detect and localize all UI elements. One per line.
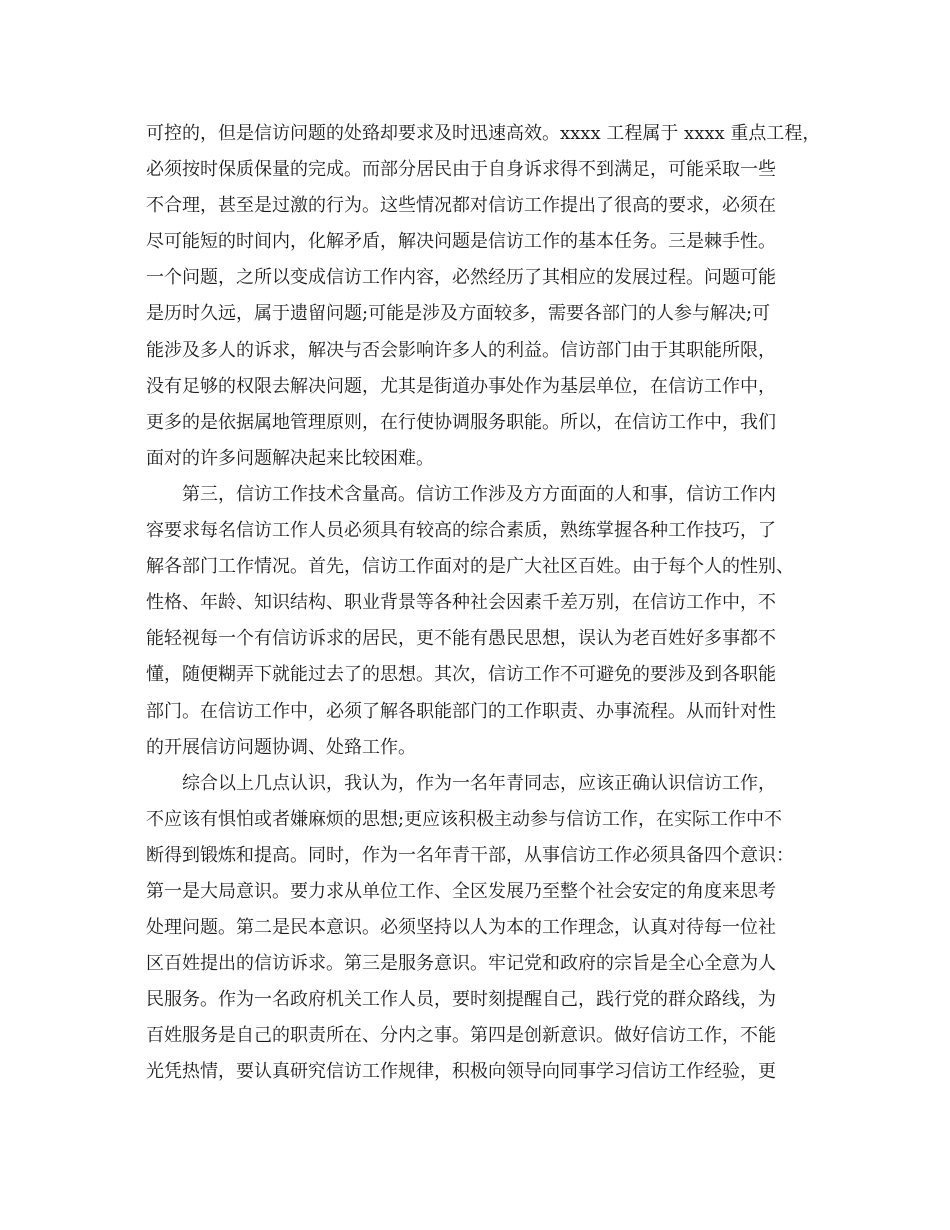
text-line: 尽可能短的时间内，化解矛盾，解决问题是信访工作的基本任务。三是棘手性。 <box>146 231 776 253</box>
text-line: 不合理，甚至是过激的行为。这些情况都对信访工作提出了很高的要求，必须在 <box>146 195 776 217</box>
document-body <box>146 116 821 1091</box>
text-line: 是历时久远，属于遗留问题;可能是涉及方面较多，需要各部门的人参与解决;可 <box>146 303 771 325</box>
text-line: 必须按时保质保量的完成。而部分居民由于自身诉求得不到满足，可能采取一些 <box>146 159 776 181</box>
text-line: 更多的是依据属地管理原则，在行使协调服务职能。所以，在信访工作中，我们 <box>146 411 776 433</box>
text-line: 面对的许多问题解决起来比较困难。 <box>146 447 434 469</box>
text-line: 性格、年龄、知识结构、职业背景等各种社会因素千差万别，在信访工作中，不 <box>146 592 776 614</box>
text-line: 区百姓提出的信访诉求。第三是服务意识。牢记党和政府的宗旨是全心全意为人 <box>146 953 776 975</box>
paragraph-start-line: 第三，信访工作技术含量高。信访工作涉及方方面面的人和事，信访工作内 <box>182 483 776 505</box>
text-line: 容要求每名信访工作人员必须具有较高的综合素质，熟练掌握各种工作技巧，了 <box>146 520 776 542</box>
text-line: 不应该有惧怕或者嫌麻烦的思想;更应该积极主动参与信访工作，在实际工作中不 <box>146 808 783 830</box>
text-line: 部门。在信访工作中，必须了解各职能部门的工作职责、办事流程。从而针对性 <box>146 700 776 722</box>
text-line: 光凭热情，要认真研究信访工作规律，积极向领导向同事学习信访工作经验，更 <box>146 1061 776 1083</box>
text-line: 懂，随便糊弄下就能过去了的思想。其次，信访工作不可避免的要涉及到各职能 <box>146 664 776 686</box>
text-line: 处理问题。第二是民本意识。必须坚持以人为本的工作理念，认真对待每一位社 <box>146 917 776 939</box>
text-line: 解各部门工作情况。首先，信访工作面对的是广大社区百姓。由于每个人的性别、 <box>146 556 794 578</box>
text-line: 断得到锻炼和提高。同时，作为一名年青干部，从事信访工作必须具备四个意识： <box>146 844 794 866</box>
text-line: 百姓服务是自己的职责所在、分内之事。第四是创新意识。做好信访工作，不能 <box>146 1025 776 1047</box>
text-line: 没有足够的权限去解决问题，尤其是街道办事处作为基层单位，在信访工作中， <box>146 375 776 397</box>
text-line: 能轻视每一个有信访诉求的居民，更不能有愚民思想，误认为老百姓好多事都不 <box>146 628 776 650</box>
text-line: 民服务。作为一名政府机关工作人员，要时刻提醒自己，践行党的群众路线，为 <box>146 989 776 1011</box>
text-line: 第一是大局意识。要力求从单位工作、全区发展乃至整个社会安定的角度来思考 <box>146 880 776 902</box>
text-line: 能涉及多人的诉求，解决与否会影响许多人的利益。信访部门由于其职能所限， <box>146 339 776 361</box>
text-line: 的开展信访问题协调、处臵工作。 <box>146 736 416 758</box>
paragraph-start-line: 综合以上几点认识，我认为，作为一名年青同志，应该正确认识信访工作， <box>182 772 776 794</box>
text-line: 一个问题，之所以变成信访工作内容，必然经历了其相应的发展过程。问题可能 <box>146 267 776 289</box>
text-line: 可控的，但是信访问题的处臵却要求及时迅速高效。xxxx 工程属于 xxxx 重点工程， <box>146 123 821 144</box>
